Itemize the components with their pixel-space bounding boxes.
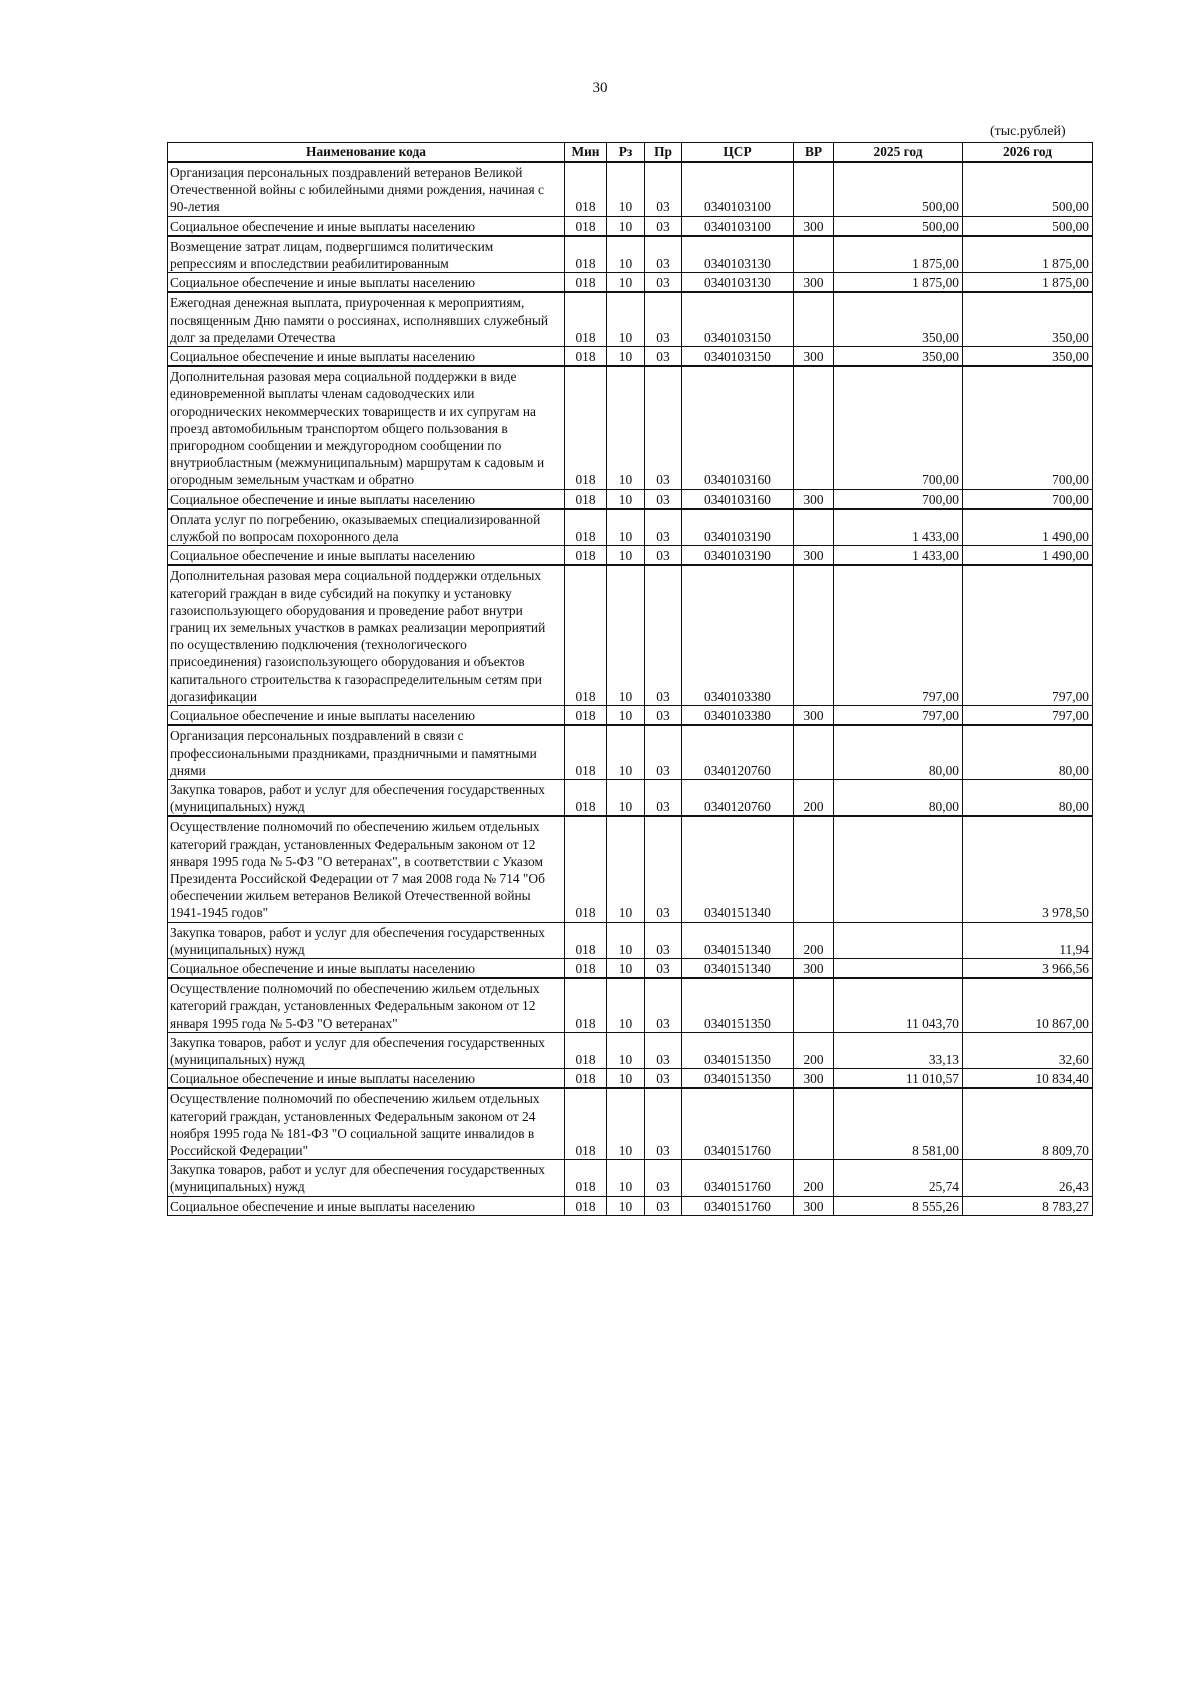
column-header-vr: ВР — [794, 143, 834, 163]
cell-name: Возмещение затрат лицам, подвергшимся политическим репрессиям и впоследствии реабилитированным — [168, 236, 565, 273]
cell-vr — [794, 565, 834, 705]
cell-2025: 700,00 — [834, 366, 963, 489]
cell-pr: 03 — [645, 509, 682, 546]
cell-csr: 0340103380 — [682, 706, 794, 726]
table-row — [168, 779, 1093, 816]
cell-rz: 10 — [607, 292, 645, 346]
table-row — [168, 816, 1093, 922]
cell-rz: 10 — [607, 565, 645, 705]
cell-2025: 797,00 — [834, 706, 963, 726]
column-header-rz: Рз — [607, 143, 645, 163]
table-row — [168, 1160, 1093, 1196]
cell-min: 018 — [565, 1032, 607, 1068]
cell-min: 018 — [565, 1069, 607, 1089]
cell-2025: 1 875,00 — [834, 236, 963, 273]
cell-rz: 10 — [607, 509, 645, 546]
cell-2026: 80,00 — [963, 725, 1093, 779]
cell-2026: 797,00 — [963, 706, 1093, 726]
cell-2025: 8 555,26 — [834, 1196, 963, 1215]
cell-rz: 10 — [607, 816, 645, 922]
cell-min: 018 — [565, 216, 607, 236]
cell-2026: 11,94 — [963, 922, 1093, 958]
table-header-row — [168, 143, 1093, 163]
cell-rz: 10 — [607, 347, 645, 367]
cell-2026: 797,00 — [963, 565, 1093, 705]
cell-2025: 700,00 — [834, 489, 963, 509]
cell-2026: 10 834,40 — [963, 1069, 1093, 1089]
cell-pr: 03 — [645, 366, 682, 489]
cell-name: Осуществление полномочий по обеспечению жильем отдельных категорий граждан, установленных Федеральным законом от 12 января 1995 года № 5-ФЗ "О ветеранах", в соответствии с Указом Президента Российской Федерации от 7 мая 2008 года № 714 "Об обеспечении жильем ветеранов Великой Отечественной войны 1941-1945 годов" — [168, 816, 565, 922]
cell-vr — [794, 978, 834, 1032]
cell-name: Социальное обеспечение и иные выплаты населению — [168, 1069, 565, 1089]
cell-vr — [794, 509, 834, 546]
cell-2025: 797,00 — [834, 565, 963, 705]
cell-rz: 10 — [607, 1069, 645, 1089]
cell-csr: 0340151340 — [682, 958, 794, 978]
cell-2025 — [834, 816, 963, 922]
cell-pr: 03 — [645, 347, 682, 367]
cell-2026: 10 867,00 — [963, 978, 1093, 1032]
cell-csr: 0340103130 — [682, 236, 794, 273]
cell-min: 018 — [565, 922, 607, 958]
column-header-2026: 2026 год — [963, 143, 1093, 163]
table-row — [168, 273, 1093, 293]
cell-2025: 25,74 — [834, 1160, 963, 1196]
cell-min: 018 — [565, 292, 607, 346]
cell-pr: 03 — [645, 779, 682, 816]
cell-2026: 8 783,27 — [963, 1196, 1093, 1215]
table-row — [168, 162, 1093, 216]
table-row — [168, 1032, 1093, 1068]
cell-rz: 10 — [607, 546, 645, 566]
cell-2025 — [834, 922, 963, 958]
cell-pr: 03 — [645, 162, 682, 216]
cell-rz: 10 — [607, 1196, 645, 1215]
cell-csr: 0340103160 — [682, 489, 794, 509]
cell-csr: 0340151340 — [682, 922, 794, 958]
cell-vr: 200 — [794, 1032, 834, 1068]
cell-name: Социальное обеспечение и иные выплаты населению — [168, 347, 565, 367]
cell-pr: 03 — [645, 292, 682, 346]
cell-2026: 500,00 — [963, 162, 1093, 216]
cell-vr: 300 — [794, 706, 834, 726]
cell-vr — [794, 816, 834, 922]
cell-2025: 1 433,00 — [834, 509, 963, 546]
table-row — [168, 236, 1093, 273]
cell-rz: 10 — [607, 216, 645, 236]
cell-pr: 03 — [645, 1160, 682, 1196]
column-header-min: Мин — [565, 143, 607, 163]
cell-2026: 1 490,00 — [963, 509, 1093, 546]
cell-rz: 10 — [607, 162, 645, 216]
table-row — [168, 216, 1093, 236]
cell-min: 018 — [565, 978, 607, 1032]
cell-name: Социальное обеспечение и иные выплаты населению — [168, 958, 565, 978]
cell-pr: 03 — [645, 273, 682, 293]
cell-csr: 0340151350 — [682, 978, 794, 1032]
cell-min: 018 — [565, 1088, 607, 1159]
cell-vr: 300 — [794, 1069, 834, 1089]
cell-vr — [794, 1088, 834, 1159]
cell-vr — [794, 725, 834, 779]
cell-min: 018 — [565, 489, 607, 509]
cell-2025: 11 010,57 — [834, 1069, 963, 1089]
cell-csr: 0340103150 — [682, 347, 794, 367]
cell-min: 018 — [565, 273, 607, 293]
cell-name: Закупка товаров, работ и услуг для обеспечения государственных (муниципальных) нужд — [168, 1160, 565, 1196]
cell-pr: 03 — [645, 1032, 682, 1068]
cell-csr: 0340103190 — [682, 509, 794, 546]
cell-pr: 03 — [645, 1069, 682, 1089]
cell-rz: 10 — [607, 1088, 645, 1159]
cell-2025: 1 433,00 — [834, 546, 963, 566]
cell-vr: 300 — [794, 1196, 834, 1215]
cell-2026: 32,60 — [963, 1032, 1093, 1068]
cell-csr: 0340151760 — [682, 1160, 794, 1196]
cell-min: 018 — [565, 958, 607, 978]
cell-min: 018 — [565, 546, 607, 566]
table-row — [168, 366, 1093, 489]
cell-vr — [794, 236, 834, 273]
table-row — [168, 1196, 1093, 1215]
cell-2025: 11 043,70 — [834, 978, 963, 1032]
cell-rz: 10 — [607, 366, 645, 489]
cell-csr: 0340151350 — [682, 1069, 794, 1089]
cell-2026: 1 875,00 — [963, 236, 1093, 273]
cell-name: Закупка товаров, работ и услуг для обеспечения государственных (муниципальных) нужд — [168, 779, 565, 816]
table-row — [168, 489, 1093, 509]
cell-name: Социальное обеспечение и иные выплаты населению — [168, 1196, 565, 1215]
column-header-name: Наименование кода — [168, 143, 565, 163]
cell-rz: 10 — [607, 958, 645, 978]
cell-min: 018 — [565, 509, 607, 546]
cell-pr: 03 — [645, 978, 682, 1032]
cell-min: 018 — [565, 162, 607, 216]
cell-csr: 0340103380 — [682, 565, 794, 705]
budget-table — [167, 142, 1093, 1216]
table-row — [168, 292, 1093, 346]
cell-rz: 10 — [607, 1160, 645, 1196]
cell-name: Социальное обеспечение и иные выплаты населению — [168, 216, 565, 236]
table-row — [168, 546, 1093, 566]
cell-name: Социальное обеспечение и иные выплаты населению — [168, 273, 565, 293]
cell-pr: 03 — [645, 546, 682, 566]
cell-csr: 0340151760 — [682, 1088, 794, 1159]
cell-vr: 300 — [794, 216, 834, 236]
cell-2026: 700,00 — [963, 366, 1093, 489]
cell-rz: 10 — [607, 1032, 645, 1068]
cell-csr: 0340120760 — [682, 779, 794, 816]
cell-vr: 300 — [794, 273, 834, 293]
cell-min: 018 — [565, 236, 607, 273]
cell-csr: 0340103100 — [682, 162, 794, 216]
cell-rz: 10 — [607, 706, 645, 726]
cell-csr: 0340151340 — [682, 816, 794, 922]
table-row — [168, 565, 1093, 705]
cell-pr: 03 — [645, 706, 682, 726]
cell-pr: 03 — [645, 958, 682, 978]
cell-name: Ежегодная денежная выплата, приуроченная к мероприятиям, посвященным Дню памяти о россиянах, исполнявших служебный долг за пределами Отечества — [168, 292, 565, 346]
cell-2026: 1 875,00 — [963, 273, 1093, 293]
cell-2026: 350,00 — [963, 292, 1093, 346]
cell-rz: 10 — [607, 273, 645, 293]
cell-2025: 8 581,00 — [834, 1088, 963, 1159]
cell-name: Дополнительная разовая мера социальной поддержки отдельных категорий граждан в виде субсидий на покупку и установку газоиспользующего оборудования и проведение работ внутри границ их земельных участков в рамках реализации мероприятий по осуществлению подключения (технологического присоединения) газоиспользующего оборудования и объектов капитального строительства к газораспределительным сетям при догазификации — [168, 565, 565, 705]
cell-min: 018 — [565, 366, 607, 489]
cell-rz: 10 — [607, 489, 645, 509]
cell-pr: 03 — [645, 216, 682, 236]
table-row — [168, 706, 1093, 726]
cell-vr: 200 — [794, 922, 834, 958]
table-row — [168, 1088, 1093, 1159]
cell-rz: 10 — [607, 978, 645, 1032]
page-number: 30 — [592, 80, 608, 96]
cell-pr: 03 — [645, 816, 682, 922]
cell-name: Осуществление полномочий по обеспечению жильем отдельных категорий граждан, установленных Федеральным законом от 12 января 1995 года № 5-ФЗ "О ветеранах" — [168, 978, 565, 1032]
cell-min: 018 — [565, 347, 607, 367]
cell-2025: 500,00 — [834, 162, 963, 216]
cell-rz: 10 — [607, 236, 645, 273]
cell-name: Социальное обеспечение и иные выплаты населению — [168, 706, 565, 726]
cell-csr: 0340151350 — [682, 1032, 794, 1068]
cell-rz: 10 — [607, 922, 645, 958]
cell-csr: 0340103190 — [682, 546, 794, 566]
cell-pr: 03 — [645, 1196, 682, 1215]
cell-vr — [794, 366, 834, 489]
cell-2025 — [834, 958, 963, 978]
cell-min: 018 — [565, 1196, 607, 1215]
cell-2025: 1 875,00 — [834, 273, 963, 293]
cell-csr: 0340151760 — [682, 1196, 794, 1215]
cell-min: 018 — [565, 725, 607, 779]
column-header-2025: 2025 год — [834, 143, 963, 163]
units-label: (тыс.рублей) — [990, 124, 1066, 139]
cell-name: Дополнительная разовая мера социальной поддержки в виде единовременной выплаты членам садоводческих или огороднических некоммерческих товариществ и их супругам на проезд автомобильным транспортом общего пользования в пригородном сообщении и междугородном сообщении по внутриобластным (межмуниципальным) маршрутам к садовым и огородным земельным участкам и обратно — [168, 366, 565, 489]
cell-2025: 80,00 — [834, 779, 963, 816]
cell-vr: 300 — [794, 958, 834, 978]
cell-pr: 03 — [645, 1088, 682, 1159]
cell-name: Осуществление полномочий по обеспечению жильем отдельных категорий граждан, установленных Федеральным законом от 24 ноября 1995 года № 181-ФЗ "О социальной защите инвалидов в Российской Федерации" — [168, 1088, 565, 1159]
cell-min: 018 — [565, 565, 607, 705]
cell-pr: 03 — [645, 236, 682, 273]
cell-name: Социальное обеспечение и иные выплаты населению — [168, 546, 565, 566]
table-row — [168, 958, 1093, 978]
cell-csr: 0340103150 — [682, 292, 794, 346]
cell-2026: 80,00 — [963, 779, 1093, 816]
cell-vr: 300 — [794, 546, 834, 566]
cell-pr: 03 — [645, 489, 682, 509]
cell-2025: 350,00 — [834, 347, 963, 367]
cell-name: Социальное обеспечение и иные выплаты населению — [168, 489, 565, 509]
cell-2026: 3 966,56 — [963, 958, 1093, 978]
cell-csr: 0340103100 — [682, 216, 794, 236]
table-row — [168, 509, 1093, 546]
cell-csr: 0340120760 — [682, 725, 794, 779]
cell-min: 018 — [565, 706, 607, 726]
table-row — [168, 1069, 1093, 1089]
cell-vr — [794, 292, 834, 346]
cell-pr: 03 — [645, 725, 682, 779]
cell-2025: 33,13 — [834, 1032, 963, 1068]
cell-2026: 1 490,00 — [963, 546, 1093, 566]
cell-name: Организация персональных поздравлений в связи с профессиональными праздниками, праздничными и памятными днями — [168, 725, 565, 779]
cell-vr — [794, 162, 834, 216]
cell-2026: 700,00 — [963, 489, 1093, 509]
cell-name: Оплата услуг по погребению, оказываемых специализированной службой по вопросам похоронного дела — [168, 509, 565, 546]
cell-2025: 500,00 — [834, 216, 963, 236]
cell-min: 018 — [565, 816, 607, 922]
cell-csr: 0340103130 — [682, 273, 794, 293]
cell-vr: 300 — [794, 347, 834, 367]
cell-2026: 26,43 — [963, 1160, 1093, 1196]
table-body — [168, 162, 1093, 1215]
cell-pr: 03 — [645, 565, 682, 705]
cell-rz: 10 — [607, 779, 645, 816]
cell-2026: 3 978,50 — [963, 816, 1093, 922]
table-row — [168, 922, 1093, 958]
column-header-csr: ЦСР — [682, 143, 794, 163]
cell-pr: 03 — [645, 922, 682, 958]
cell-2026: 500,00 — [963, 216, 1093, 236]
table-row — [168, 978, 1093, 1032]
cell-name: Организация персональных поздравлений ветеранов Великой Отечественной войны с юбилейными днями рождения, начиная с 90-летия — [168, 162, 565, 216]
cell-min: 018 — [565, 779, 607, 816]
cell-vr: 200 — [794, 779, 834, 816]
cell-2025: 350,00 — [834, 292, 963, 346]
cell-2026: 350,00 — [963, 347, 1093, 367]
table-row — [168, 347, 1093, 367]
cell-name: Закупка товаров, работ и услуг для обеспечения государственных (муниципальных) нужд — [168, 1032, 565, 1068]
cell-min: 018 — [565, 1160, 607, 1196]
cell-csr: 0340103160 — [682, 366, 794, 489]
column-header-pr: Пр — [645, 143, 682, 163]
cell-vr: 300 — [794, 489, 834, 509]
cell-rz: 10 — [607, 725, 645, 779]
cell-2026: 8 809,70 — [963, 1088, 1093, 1159]
table-row — [168, 725, 1093, 779]
cell-vr: 200 — [794, 1160, 834, 1196]
cell-2025: 80,00 — [834, 725, 963, 779]
cell-name: Закупка товаров, работ и услуг для обеспечения государственных (муниципальных) нужд — [168, 922, 565, 958]
